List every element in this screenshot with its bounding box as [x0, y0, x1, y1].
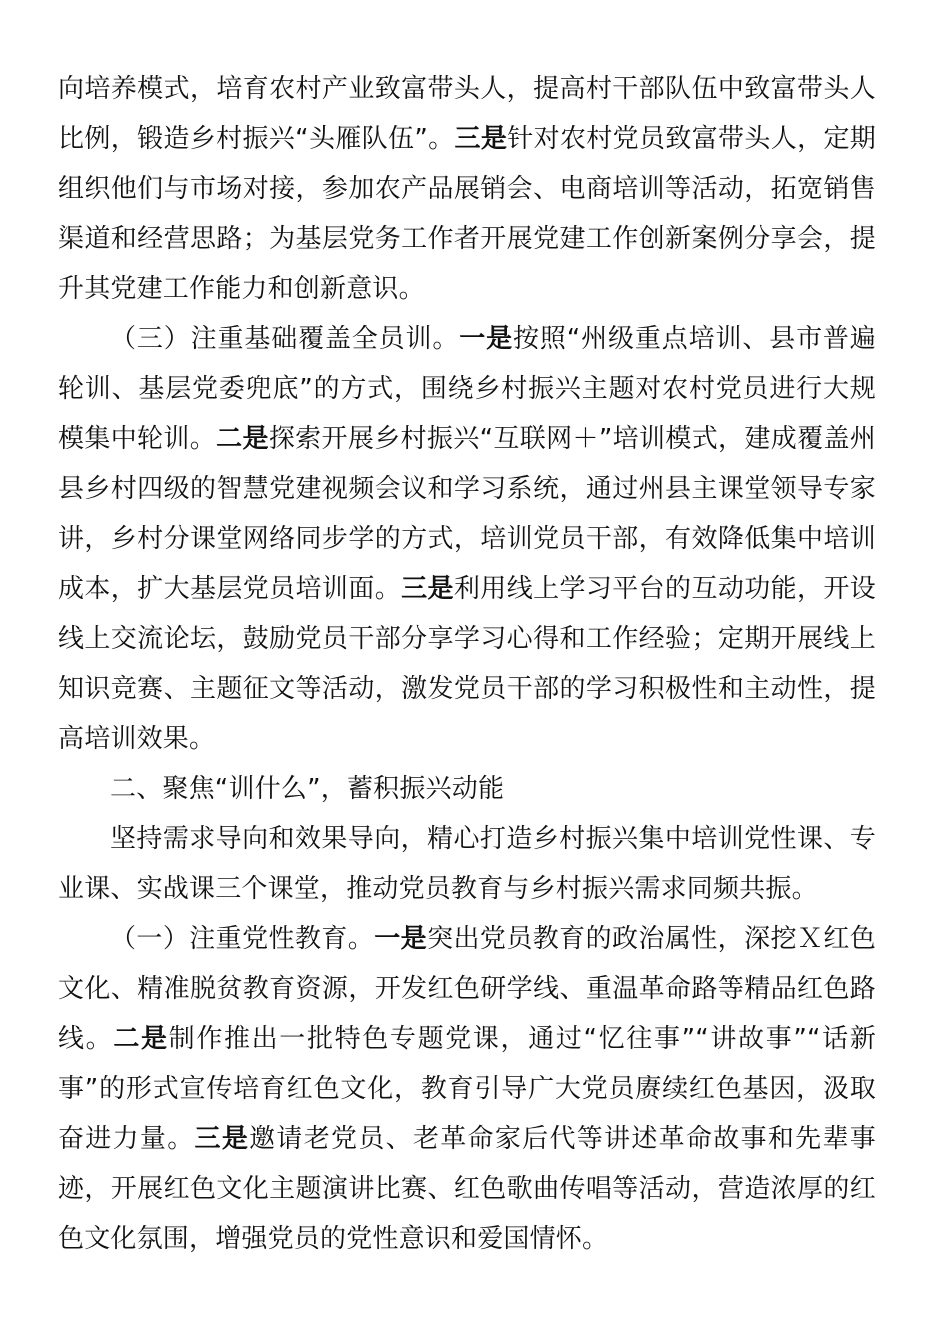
paragraph-emphasis: 三是: [194, 1124, 250, 1154]
section-heading-text: 二、聚焦“训什么”，蓄积振兴动能: [110, 774, 505, 804]
paragraph-emphasis: 二是: [216, 424, 269, 454]
document-page: [58, 64, 876, 1264]
paragraph-text: 突出党员教育的政治属性，深挖Ｘ红色文化、精准脱贫教育资源，开发红色研学线、重温革命路等精品红色路线。: [58, 924, 876, 1054]
paragraph-text: 向培养模式，培育农村产业致富带头人，提高村干部队伍中致富带头人比例，锻造乡村振兴“头雁队伍”。: [58, 74, 876, 154]
paragraph-text: 针对农村党员致富带头人，定期组织他们与市场对接，参加农产品展销会、电商培训等活动，拓宽销售渠道和经营思路；为基层党务工作者开展党建工作创新案例分享会，提升其党建工作能力和创新意识。: [58, 124, 876, 304]
paragraph-text: 利用线上学习平台的互动功能，开设线上交流论坛，鼓励党员干部分享学习心得和工作经验；定期开展线上知识竞赛、主题征文等活动，激发党员干部的学习积极性和主动性，提高培训效果。: [58, 574, 876, 754]
paragraph-full-coverage: [58, 314, 876, 764]
paragraph-text: 按照“州级重点培训、县市普遍轮训、基层党委兜底”的方式，围绕乡村振兴主题对农村党员进行大规模集中轮训。: [58, 324, 877, 454]
paragraph-text: 制作推出一批特色专题党课，通过“忆往事”“讲故事”“话新事”的形式宣传培育红色文化，教育引导广大党员赓续红色基因，汲取奋进力量。: [58, 1024, 877, 1154]
paragraph-emphasis: 三是: [454, 124, 508, 154]
paragraph-emphasis: 三是: [401, 574, 454, 604]
paragraph-text: （三）注重基础覆盖全员训。: [110, 324, 460, 354]
paragraph-training-leaders: [58, 64, 876, 314]
paragraph-emphasis: 一是: [374, 924, 428, 954]
paragraph-text: 邀请老党员、老革命家后代等讲述革命故事和先辈事迹，开展红色文化主题演讲比赛、红色歌曲传唱等活动，营造浓厚的红色文化氛围，增强党员的党性意识和爱国情怀。: [58, 1124, 876, 1254]
paragraph-emphasis: 二是: [113, 1024, 169, 1054]
paragraph-emphasis: 一是: [459, 324, 514, 354]
section-heading: [58, 764, 876, 814]
paragraph-party-education: [58, 914, 876, 1264]
paragraph-section-intro: [58, 814, 876, 914]
paragraph-text: （一）注重党性教育。: [110, 924, 375, 954]
paragraph-text: 探索开展乡村振兴“互联网＋”培训模式，建成覆盖州县乡村四级的智慧党建视频会议和学习系统，通过州县主课堂领导专家讲，乡村分课堂网络同步学的方式，培训党员干部，有效降低集中培训成本，扩大基层党员培训面。: [58, 424, 876, 604]
paragraph-text: 坚持需求导向和效果导向，精心打造乡村振兴集中培训党性课、专业课、实战课三个课堂，推动党员教育与乡村振兴需求同频共振。: [58, 824, 876, 904]
